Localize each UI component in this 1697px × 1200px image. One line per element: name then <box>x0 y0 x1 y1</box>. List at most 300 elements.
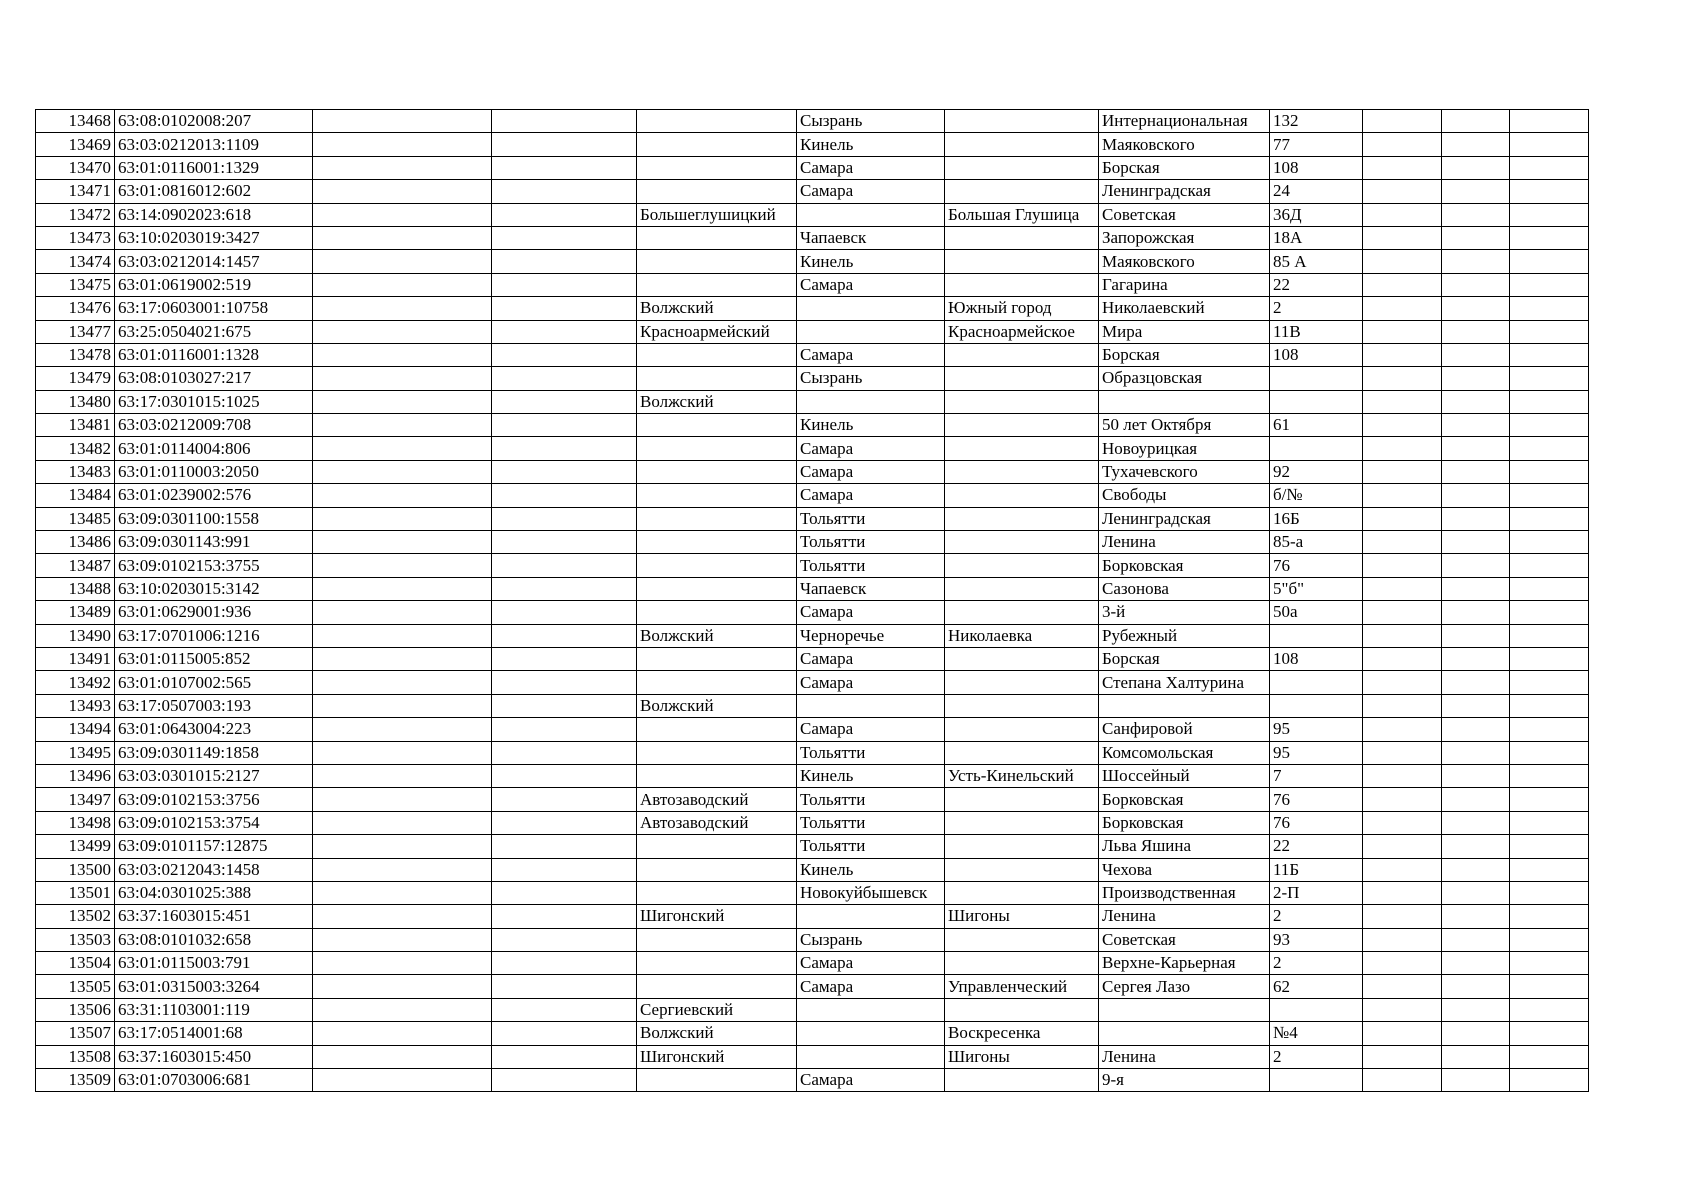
district-cell: Волжский <box>637 624 797 647</box>
street-cell: Ленина <box>1099 905 1270 928</box>
cadastral-number-cell: 63:01:0239002:576 <box>115 484 313 507</box>
col-12-cell <box>1510 414 1589 437</box>
table-row <box>36 1069 1589 1092</box>
city-cell: Самара <box>797 1069 945 1092</box>
col-11-cell <box>1442 881 1510 904</box>
col-3-cell <box>313 367 492 390</box>
house-number-cell: 85 А <box>1270 250 1363 273</box>
house-number-cell: 36Д <box>1270 203 1363 226</box>
col-4-cell <box>492 928 637 951</box>
col-4-cell <box>492 297 637 320</box>
table-row <box>36 858 1589 881</box>
settlement-cell <box>945 788 1099 811</box>
col-12-cell <box>1510 110 1589 133</box>
house-number-cell: 2-П <box>1270 881 1363 904</box>
col-3-cell <box>313 647 492 670</box>
table-row <box>36 226 1589 249</box>
house-number-cell: 62 <box>1270 975 1363 998</box>
cadastral-number-cell: 63:04:0301025:388 <box>115 881 313 904</box>
col-10-cell <box>1363 905 1442 928</box>
row-number-cell: 13469 <box>36 133 115 156</box>
col-10-cell <box>1363 226 1442 249</box>
settlement-cell <box>945 647 1099 670</box>
col-12-cell <box>1510 601 1589 624</box>
col-3-cell <box>313 952 492 975</box>
col-3-cell <box>313 788 492 811</box>
col-10-cell <box>1363 343 1442 366</box>
col-11-cell <box>1442 671 1510 694</box>
col-10-cell <box>1363 250 1442 273</box>
col-12-cell <box>1510 226 1589 249</box>
district-cell <box>637 975 797 998</box>
col-3-cell <box>313 414 492 437</box>
col-11-cell <box>1442 320 1510 343</box>
col-3-cell <box>313 554 492 577</box>
col-10-cell <box>1363 718 1442 741</box>
col-10-cell <box>1363 788 1442 811</box>
city-cell: Тольятти <box>797 835 945 858</box>
house-number-cell <box>1270 390 1363 413</box>
settlement-cell: Большая Глушица <box>945 203 1099 226</box>
col-4-cell <box>492 273 637 296</box>
col-3-cell <box>313 905 492 928</box>
city-cell <box>797 203 945 226</box>
house-number-cell <box>1270 437 1363 460</box>
cadastral-number-cell: 63:01:0643004:223 <box>115 718 313 741</box>
row-number-cell: 13488 <box>36 577 115 600</box>
house-number-cell: 18А <box>1270 226 1363 249</box>
col-11-cell <box>1442 133 1510 156</box>
row-number-cell: 13483 <box>36 460 115 483</box>
street-cell <box>1099 694 1270 717</box>
cadastral-number-cell: 63:01:0110003:2050 <box>115 460 313 483</box>
street-cell <box>1099 1022 1270 1045</box>
street-cell: Сазонова <box>1099 577 1270 600</box>
row-number-cell: 13509 <box>36 1069 115 1092</box>
city-cell: Самара <box>797 460 945 483</box>
district-cell <box>637 531 797 554</box>
col-3-cell <box>313 133 492 156</box>
col-12-cell <box>1510 905 1589 928</box>
street-cell: Санфировой <box>1099 718 1270 741</box>
house-number-cell: 22 <box>1270 273 1363 296</box>
row-number-cell: 13504 <box>36 952 115 975</box>
col-10-cell <box>1363 928 1442 951</box>
col-4-cell <box>492 250 637 273</box>
col-11-cell <box>1442 998 1510 1021</box>
col-11-cell <box>1442 1069 1510 1092</box>
col-3-cell <box>313 764 492 787</box>
col-10-cell <box>1363 554 1442 577</box>
settlement-cell <box>945 250 1099 273</box>
city-cell: Кинель <box>797 764 945 787</box>
settlement-cell <box>945 367 1099 390</box>
house-number-cell <box>1270 998 1363 1021</box>
col-4-cell <box>492 811 637 834</box>
house-number-cell: 95 <box>1270 718 1363 741</box>
settlement-cell <box>945 273 1099 296</box>
district-cell <box>637 671 797 694</box>
street-cell: Ленина <box>1099 1045 1270 1068</box>
col-11-cell <box>1442 390 1510 413</box>
cadastral-number-cell: 63:01:0115003:791 <box>115 952 313 975</box>
city-cell: Тольятти <box>797 531 945 554</box>
col-4-cell <box>492 858 637 881</box>
street-cell: Гагарина <box>1099 273 1270 296</box>
col-3-cell <box>313 671 492 694</box>
row-number-cell: 13473 <box>36 226 115 249</box>
col-11-cell <box>1442 414 1510 437</box>
street-cell: Льва Яшина <box>1099 835 1270 858</box>
cadastral-number-cell: 63:37:1603015:450 <box>115 1045 313 1068</box>
table-row <box>36 952 1589 975</box>
col-3-cell <box>313 1069 492 1092</box>
district-cell: Сергиевский <box>637 998 797 1021</box>
row-number-cell: 13468 <box>36 110 115 133</box>
city-cell <box>797 390 945 413</box>
cadastral-number-cell: 63:09:0301143:991 <box>115 531 313 554</box>
col-12-cell <box>1510 741 1589 764</box>
col-4-cell <box>492 998 637 1021</box>
table-row <box>36 554 1589 577</box>
street-cell: Образцовская <box>1099 367 1270 390</box>
col-12-cell <box>1510 647 1589 670</box>
cadastral-number-cell: 63:01:0114004:806 <box>115 437 313 460</box>
col-3-cell <box>313 577 492 600</box>
district-cell: Автозаводский <box>637 811 797 834</box>
table-row <box>36 905 1589 928</box>
col-10-cell <box>1363 273 1442 296</box>
city-cell: Самара <box>797 180 945 203</box>
col-11-cell <box>1442 764 1510 787</box>
col-10-cell <box>1363 180 1442 203</box>
col-12-cell <box>1510 507 1589 530</box>
street-cell: Маяковского <box>1099 133 1270 156</box>
col-4-cell <box>492 133 637 156</box>
cadastral-number-cell: 63:03:0212014:1457 <box>115 250 313 273</box>
row-number-cell: 13492 <box>36 671 115 694</box>
col-4-cell <box>492 835 637 858</box>
col-3-cell <box>313 273 492 296</box>
row-number-cell: 13474 <box>36 250 115 273</box>
house-number-cell: 2 <box>1270 1045 1363 1068</box>
col-11-cell <box>1442 835 1510 858</box>
house-number-cell <box>1270 1069 1363 1092</box>
col-10-cell <box>1363 835 1442 858</box>
col-10-cell <box>1363 484 1442 507</box>
col-11-cell <box>1442 367 1510 390</box>
col-3-cell <box>313 741 492 764</box>
col-12-cell <box>1510 484 1589 507</box>
cadastral-number-cell: 63:09:0102153:3755 <box>115 554 313 577</box>
col-12-cell <box>1510 367 1589 390</box>
city-cell: Тольятти <box>797 507 945 530</box>
district-cell <box>637 858 797 881</box>
table-body <box>36 110 1589 1092</box>
col-10-cell <box>1363 624 1442 647</box>
house-number-cell: 85-а <box>1270 531 1363 554</box>
col-3-cell <box>313 601 492 624</box>
row-number-cell: 13479 <box>36 367 115 390</box>
cadastral-number-cell: 63:01:0115005:852 <box>115 647 313 670</box>
district-cell: Волжский <box>637 390 797 413</box>
house-number-cell: 77 <box>1270 133 1363 156</box>
cadastral-number-cell: 63:09:0301149:1858 <box>115 741 313 764</box>
house-number-cell: 11В <box>1270 320 1363 343</box>
street-cell: Ленинградская <box>1099 507 1270 530</box>
row-number-cell: 13506 <box>36 998 115 1021</box>
col-12-cell <box>1510 577 1589 600</box>
table-row <box>36 273 1589 296</box>
table-row <box>36 484 1589 507</box>
row-number-cell: 13482 <box>36 437 115 460</box>
settlement-cell <box>945 133 1099 156</box>
table-row <box>36 624 1589 647</box>
col-12-cell <box>1510 180 1589 203</box>
district-cell <box>637 460 797 483</box>
street-cell: Советская <box>1099 928 1270 951</box>
house-number-cell: 108 <box>1270 343 1363 366</box>
cadastral-number-cell: 63:08:0101032:658 <box>115 928 313 951</box>
street-cell: Верхне-Карьерная <box>1099 952 1270 975</box>
city-cell <box>797 1022 945 1045</box>
table-row <box>36 975 1589 998</box>
col-4-cell <box>492 554 637 577</box>
settlement-cell: Южный город <box>945 297 1099 320</box>
table-row <box>36 671 1589 694</box>
row-number-cell: 13493 <box>36 694 115 717</box>
house-number-cell: 61 <box>1270 414 1363 437</box>
settlement-cell: Шигоны <box>945 905 1099 928</box>
row-number-cell: 13495 <box>36 741 115 764</box>
col-4-cell <box>492 788 637 811</box>
house-number-cell: б/№ <box>1270 484 1363 507</box>
cadastral-number-cell: 63:01:0629001:936 <box>115 601 313 624</box>
district-cell <box>637 437 797 460</box>
settlement-cell <box>945 858 1099 881</box>
street-cell: Сергея Лазо <box>1099 975 1270 998</box>
row-number-cell: 13507 <box>36 1022 115 1045</box>
table-row <box>36 110 1589 133</box>
col-12-cell <box>1510 1069 1589 1092</box>
street-cell: Борская <box>1099 156 1270 179</box>
district-cell <box>637 928 797 951</box>
house-number-cell <box>1270 694 1363 717</box>
street-cell: 9-я <box>1099 1069 1270 1092</box>
row-number-cell: 13486 <box>36 531 115 554</box>
col-10-cell <box>1363 764 1442 787</box>
col-10-cell <box>1363 460 1442 483</box>
street-cell: 3-й <box>1099 601 1270 624</box>
row-number-cell: 13501 <box>36 881 115 904</box>
house-number-cell: 16Б <box>1270 507 1363 530</box>
district-cell <box>637 343 797 366</box>
table-row <box>36 531 1589 554</box>
col-4-cell <box>492 180 637 203</box>
col-10-cell <box>1363 133 1442 156</box>
city-cell: Самара <box>797 484 945 507</box>
district-cell <box>637 133 797 156</box>
district-cell <box>637 507 797 530</box>
settlement-cell: Шигоны <box>945 1045 1099 1068</box>
col-11-cell <box>1442 180 1510 203</box>
col-11-cell <box>1442 858 1510 881</box>
street-cell: Ленина <box>1099 531 1270 554</box>
col-12-cell <box>1510 250 1589 273</box>
col-4-cell <box>492 437 637 460</box>
col-11-cell <box>1442 718 1510 741</box>
col-12-cell <box>1510 858 1589 881</box>
district-cell <box>637 414 797 437</box>
col-4-cell <box>492 390 637 413</box>
city-cell: Самара <box>797 718 945 741</box>
street-cell: Борковская <box>1099 788 1270 811</box>
col-10-cell <box>1363 437 1442 460</box>
street-cell: Запорожская <box>1099 226 1270 249</box>
col-3-cell <box>313 811 492 834</box>
cadastral-number-cell: 63:09:0102153:3754 <box>115 811 313 834</box>
col-3-cell <box>313 881 492 904</box>
table-row <box>36 577 1589 600</box>
settlement-cell <box>945 180 1099 203</box>
row-number-cell: 13498 <box>36 811 115 834</box>
city-cell <box>797 998 945 1021</box>
col-10-cell <box>1363 156 1442 179</box>
district-cell <box>637 367 797 390</box>
col-12-cell <box>1510 1022 1589 1045</box>
settlement-cell: Красноармейское <box>945 320 1099 343</box>
house-number-cell <box>1270 671 1363 694</box>
table-row <box>36 647 1589 670</box>
city-cell: Тольятти <box>797 741 945 764</box>
district-cell: Большеглушицкий <box>637 203 797 226</box>
district-cell <box>637 554 797 577</box>
col-10-cell <box>1363 367 1442 390</box>
street-cell: Производственная <box>1099 881 1270 904</box>
col-11-cell <box>1442 531 1510 554</box>
col-3-cell <box>313 484 492 507</box>
table-row <box>36 343 1589 366</box>
city-cell: Самара <box>797 437 945 460</box>
col-4-cell <box>492 694 637 717</box>
settlement-cell <box>945 718 1099 741</box>
house-number-cell: 24 <box>1270 180 1363 203</box>
house-number-cell: 92 <box>1270 460 1363 483</box>
district-cell: Волжский <box>637 1022 797 1045</box>
district-cell <box>637 741 797 764</box>
city-cell: Самара <box>797 975 945 998</box>
col-4-cell <box>492 226 637 249</box>
table-row <box>36 250 1589 273</box>
street-cell: Тухачевского <box>1099 460 1270 483</box>
settlement-cell <box>945 531 1099 554</box>
settlement-cell <box>945 437 1099 460</box>
settlement-cell <box>945 414 1099 437</box>
col-12-cell <box>1510 297 1589 320</box>
col-10-cell <box>1363 952 1442 975</box>
table-row <box>36 156 1589 179</box>
col-12-cell <box>1510 881 1589 904</box>
cadastral-number-cell: 63:10:0203019:3427 <box>115 226 313 249</box>
col-10-cell <box>1363 110 1442 133</box>
col-4-cell <box>492 367 637 390</box>
street-cell: Борковская <box>1099 811 1270 834</box>
district-cell: Волжский <box>637 297 797 320</box>
col-11-cell <box>1442 203 1510 226</box>
city-cell: Кинель <box>797 414 945 437</box>
col-12-cell <box>1510 133 1589 156</box>
cadastral-number-cell: 63:17:0514001:68 <box>115 1022 313 1045</box>
settlement-cell: Управленческий <box>945 975 1099 998</box>
col-11-cell <box>1442 484 1510 507</box>
city-cell: Самара <box>797 671 945 694</box>
col-11-cell <box>1442 156 1510 179</box>
row-number-cell: 13491 <box>36 647 115 670</box>
city-cell: Сызрань <box>797 110 945 133</box>
col-4-cell <box>492 975 637 998</box>
table-row <box>36 1022 1589 1045</box>
col-10-cell <box>1363 998 1442 1021</box>
col-12-cell <box>1510 788 1589 811</box>
col-11-cell <box>1442 647 1510 670</box>
settlement-cell <box>945 484 1099 507</box>
house-number-cell: 50а <box>1270 601 1363 624</box>
row-number-cell: 13500 <box>36 858 115 881</box>
row-number-cell: 13485 <box>36 507 115 530</box>
city-cell: Самара <box>797 647 945 670</box>
cadastral-number-cell: 63:25:0504021:675 <box>115 320 313 343</box>
col-3-cell <box>313 1022 492 1045</box>
cadastral-number-cell: 63:17:0603001:10758 <box>115 297 313 320</box>
city-cell: Тольятти <box>797 788 945 811</box>
city-cell: Самара <box>797 273 945 296</box>
col-12-cell <box>1510 998 1589 1021</box>
col-11-cell <box>1442 741 1510 764</box>
house-number-cell: 95 <box>1270 741 1363 764</box>
row-number-cell: 13476 <box>36 297 115 320</box>
col-11-cell <box>1442 460 1510 483</box>
col-3-cell <box>313 998 492 1021</box>
cadastral-number-cell: 63:03:0212009:708 <box>115 414 313 437</box>
row-number-cell: 13487 <box>36 554 115 577</box>
cadastral-number-cell: 63:37:1603015:451 <box>115 905 313 928</box>
house-number-cell: 76 <box>1270 811 1363 834</box>
city-cell: Самара <box>797 601 945 624</box>
settlement-cell <box>945 741 1099 764</box>
cadastral-number-cell: 63:14:0902023:618 <box>115 203 313 226</box>
col-10-cell <box>1363 507 1442 530</box>
table-row <box>36 390 1589 413</box>
col-12-cell <box>1510 203 1589 226</box>
city-cell <box>797 1045 945 1068</box>
col-3-cell <box>313 437 492 460</box>
col-11-cell <box>1442 110 1510 133</box>
col-4-cell <box>492 671 637 694</box>
table-row <box>36 764 1589 787</box>
settlement-cell <box>945 577 1099 600</box>
col-11-cell <box>1442 273 1510 296</box>
house-number-cell: №4 <box>1270 1022 1363 1045</box>
col-12-cell <box>1510 835 1589 858</box>
city-cell <box>797 320 945 343</box>
street-cell: Мира <box>1099 320 1270 343</box>
row-number-cell: 13502 <box>36 905 115 928</box>
row-number-cell: 13475 <box>36 273 115 296</box>
col-11-cell <box>1442 975 1510 998</box>
table-row <box>36 133 1589 156</box>
settlement-cell <box>945 1069 1099 1092</box>
house-number-cell: 76 <box>1270 554 1363 577</box>
